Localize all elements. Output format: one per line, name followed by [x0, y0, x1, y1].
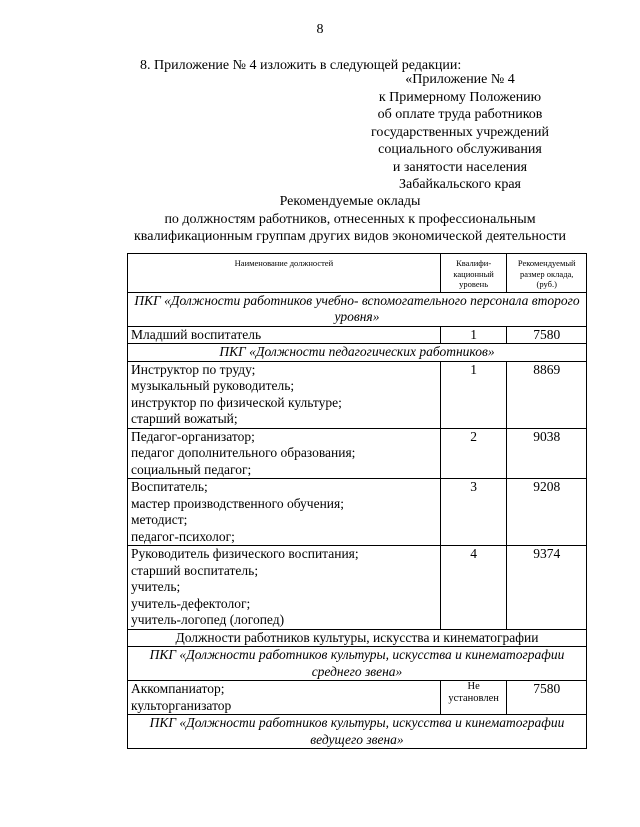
position: педагог дополнительного образования;	[131, 445, 356, 460]
title-line: Рекомендуемые оклады	[279, 194, 421, 209]
position: музыкальный руководитель;	[131, 378, 295, 393]
annex-line: Забайкальского края	[398, 177, 521, 192]
level-cell: 4	[440, 546, 507, 630]
salary-cell: 9208	[507, 479, 587, 546]
salary-cell: 9038	[507, 428, 587, 479]
positions-cell	[128, 361, 441, 428]
position: социальный педагог;	[131, 461, 252, 477]
annex-line: к Примерному Положению	[378, 89, 542, 105]
group-row	[128, 344, 587, 362]
annex-line: и занятости населения	[392, 159, 528, 175]
annex-line: об оплате труда работников	[377, 107, 543, 122]
position: Воспитатель;	[131, 479, 208, 494]
level-cell: Не установлен	[440, 681, 507, 715]
group-row	[128, 292, 587, 326]
positions-cell	[128, 428, 441, 479]
position: Аккомпаниатор;	[131, 681, 225, 696]
position: Младший воспитатель	[131, 326, 262, 342]
salary-cell: 9374	[507, 546, 587, 630]
document-title	[100, 193, 600, 246]
position: Педагог-организатор;	[131, 428, 255, 444]
header-salary: Рекомендуемый размер оклада, (руб.)	[507, 254, 587, 293]
positions-cell	[128, 326, 441, 344]
position: старший воспитатель;	[131, 562, 259, 578]
positions-cell	[128, 681, 441, 715]
group-title: ПКГ «Должности работников культуры, искусства и кинематографии ведущего звена»	[128, 715, 587, 749]
salary-cell: 8869	[507, 361, 587, 428]
header-name: Наименование должностей	[128, 254, 441, 293]
table-row	[128, 681, 587, 715]
position: педагог-психолог;	[131, 528, 235, 544]
group-title: ПКГ «Должности работников учебно- вспомогательного персонала второго уровня»	[128, 292, 587, 326]
position: культорганизатор	[131, 697, 232, 713]
annex-header	[355, 71, 565, 194]
table-row	[128, 479, 587, 546]
group-title: ПКГ «Должности педагогических работников»	[128, 344, 587, 362]
salary-table	[127, 253, 587, 749]
salary-cell: 7580	[507, 326, 587, 344]
title-line: по должностям работников, отнесенных к профессиональным	[164, 211, 536, 227]
group-row	[128, 647, 587, 681]
level-cell: 2	[440, 428, 507, 479]
group-title: ПКГ «Должности работников культуры, искусства и кинематографии среднего звена»	[128, 647, 587, 681]
position: Руководитель физического воспитания;	[131, 546, 359, 561]
position: учитель-дефектолог;	[131, 595, 251, 611]
table-row	[128, 428, 587, 479]
level-cell: 1	[440, 326, 507, 344]
position: методист;	[131, 512, 188, 527]
level-cell: 1	[440, 361, 507, 428]
position: учитель;	[131, 579, 181, 594]
annex-line: социального обслуживания	[378, 142, 542, 157]
position: инструктор по физической культуре;	[131, 394, 342, 410]
positions-cell	[128, 546, 441, 630]
table-row	[128, 361, 587, 428]
clause-text: 8. Приложение № 4 изложить в следующей редакции:	[140, 58, 462, 73]
table-row	[128, 546, 587, 630]
header-level: Квалифи-кационный уровень	[440, 254, 507, 293]
table-header-row	[128, 254, 587, 293]
position: мастер производственного обучения;	[131, 495, 344, 511]
page-number: 8	[316, 22, 324, 37]
level-cell: 3	[440, 479, 507, 546]
position: Инструктор по труду;	[131, 361, 256, 377]
salary-cell: 7580	[507, 681, 587, 715]
section-title: Должности работников культуры, искусства и кинематографии	[128, 629, 587, 647]
position: учитель-логопед (логопед)	[131, 612, 285, 627]
section-row	[128, 629, 587, 647]
title-line: квалификационным группам других видов экономической деятельности	[134, 229, 566, 244]
group-row	[128, 715, 587, 749]
annex-line: государственных учреждений	[371, 124, 549, 140]
annex-line: «Приложение № 4	[405, 72, 515, 87]
positions-cell	[128, 479, 441, 546]
table-row	[128, 326, 587, 344]
position: старший вожатый;	[131, 411, 238, 426]
